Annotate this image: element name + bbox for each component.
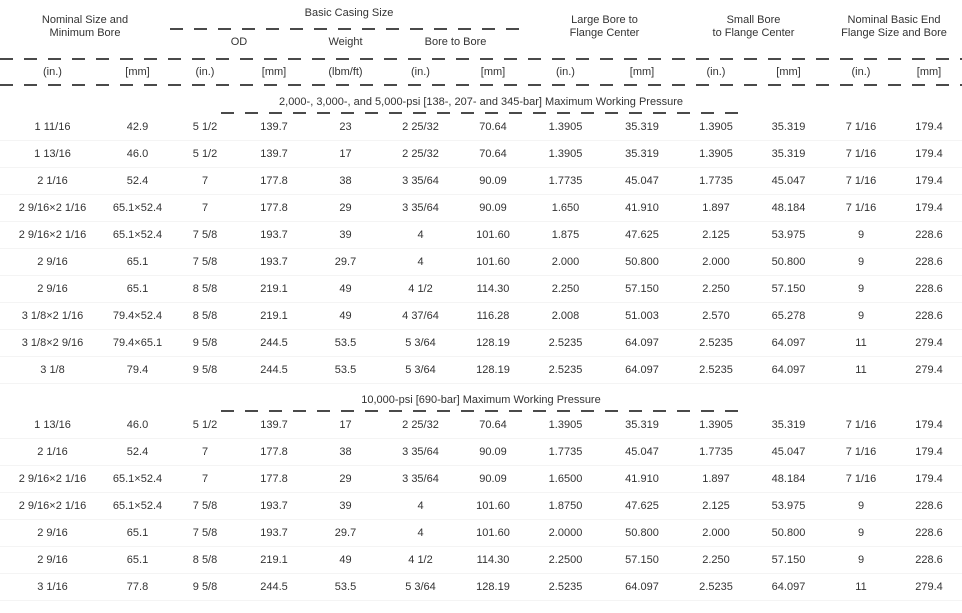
table-cell: 228.6 bbox=[915, 256, 943, 268]
table-cell: 244.5 bbox=[260, 337, 288, 349]
table-cell: 79.4 bbox=[126, 364, 149, 376]
table-cell: 114.30 bbox=[476, 554, 510, 566]
table-cell: 8 5/8 bbox=[192, 310, 218, 322]
table-cell: 9 bbox=[857, 229, 865, 241]
table-cell: 65.1×52.4 bbox=[112, 202, 163, 214]
table-cell: 2.000 bbox=[702, 256, 730, 268]
table-cell: 2 9/16×2 1/16 bbox=[18, 473, 87, 485]
unit-label: [mm] bbox=[261, 66, 287, 78]
table-cell: 65.1 bbox=[126, 554, 149, 566]
table-cell: 2.250 bbox=[702, 554, 730, 566]
table-cell: 7 1/16 bbox=[845, 419, 877, 431]
table-cell: 90.09 bbox=[479, 473, 507, 485]
table-cell: 179.4 bbox=[915, 148, 943, 160]
table-row bbox=[0, 547, 962, 574]
table-cell: 49 bbox=[339, 554, 352, 566]
table-cell: 90.09 bbox=[479, 446, 507, 458]
table-cell: 9 5/8 bbox=[192, 581, 218, 593]
unit-label: (in.) bbox=[851, 66, 871, 78]
table-cell: 70.64 bbox=[479, 121, 507, 133]
table-cell: 50.800 bbox=[625, 256, 659, 268]
table-row bbox=[0, 357, 962, 384]
table-cell: 2.5235 bbox=[548, 364, 583, 376]
basic-casing-subheaders bbox=[170, 36, 528, 48]
table-cell: 2.000 bbox=[551, 256, 580, 268]
table-cell: 2 9/16 bbox=[37, 256, 68, 268]
col-group-nominal-line2: Minimum Bore bbox=[49, 27, 121, 39]
col-group-nominal bbox=[0, 5, 170, 40]
table-cell: 17 bbox=[339, 419, 352, 431]
col-group-large-bore-line2: Flange Center bbox=[569, 27, 640, 39]
table-cell: 7 5/8 bbox=[192, 229, 218, 241]
table-cell: 48.184 bbox=[771, 473, 806, 485]
table-cell: 7 1/16 bbox=[845, 473, 877, 485]
table-cell: 2 1/16 bbox=[37, 175, 68, 187]
table-cell: 64.097 bbox=[771, 581, 806, 593]
table-cell: 128.19 bbox=[476, 337, 510, 349]
table-cell: 51.003 bbox=[625, 310, 659, 322]
table-cell: 3 35/64 bbox=[402, 175, 439, 187]
table-cell: 1 11/16 bbox=[34, 121, 71, 133]
table-cell: 29.7 bbox=[334, 256, 357, 268]
table-cell: 7 1/16 bbox=[845, 446, 877, 458]
table-cell: 3 35/64 bbox=[402, 473, 439, 485]
table-cell: 53.5 bbox=[334, 581, 357, 593]
table-cell: 35.319 bbox=[625, 121, 659, 133]
table-cell: 35.319 bbox=[625, 148, 659, 160]
table-cell: 79.4×52.4 bbox=[112, 310, 163, 322]
table-cell: 2.250 bbox=[702, 283, 730, 295]
table-cell: 4 bbox=[417, 500, 424, 512]
table-cell: 65.1 bbox=[126, 256, 149, 268]
table-cell: 29.7 bbox=[334, 527, 357, 539]
table-cell: 193.7 bbox=[260, 229, 288, 241]
table-cell: 1.3905 bbox=[548, 419, 583, 431]
table-cell: 9 5/8 bbox=[192, 364, 218, 376]
basic-casing-title: Basic Casing Size bbox=[304, 7, 394, 19]
table-cell: 41.910 bbox=[625, 473, 659, 485]
col-group-flange bbox=[826, 5, 962, 40]
table-cell: 65.1 bbox=[126, 527, 149, 539]
table-cell: 2 9/16×2 1/16 bbox=[18, 500, 87, 512]
table-cell: 35.319 bbox=[771, 121, 806, 133]
table-cell: 3 1/8 bbox=[40, 364, 65, 376]
table-cell: 64.097 bbox=[625, 364, 659, 376]
table-cell: 2.5235 bbox=[548, 337, 583, 349]
unit-label: (in.) bbox=[43, 66, 62, 78]
table-cell: 193.7 bbox=[260, 527, 288, 539]
table-cell: 49 bbox=[339, 283, 352, 295]
table-cell: 228.6 bbox=[915, 283, 943, 295]
table-row bbox=[0, 466, 962, 493]
table-cell: 5 1/2 bbox=[192, 148, 218, 160]
table-cell: 179.4 bbox=[915, 175, 943, 187]
table-cell: 1.7735 bbox=[548, 175, 583, 187]
table-cell: 114.30 bbox=[476, 283, 510, 295]
table-cell: 1.650 bbox=[551, 202, 580, 214]
table-cell: 228.6 bbox=[915, 229, 943, 241]
col-group-large-bore bbox=[528, 5, 681, 40]
table-cell: 5 3/64 bbox=[405, 337, 436, 349]
table-cell: 139.7 bbox=[260, 148, 288, 160]
table-cell: 1.897 bbox=[702, 202, 730, 214]
table-cell: 7 5/8 bbox=[192, 500, 218, 512]
table-cell: 1.7735 bbox=[699, 175, 733, 187]
col-header-bore-to-bore: Bore to Bore bbox=[424, 36, 487, 48]
table-cell: 1 13/16 bbox=[34, 148, 71, 160]
table-cell: 65.1×52.4 bbox=[112, 473, 163, 485]
table-cell: 279.4 bbox=[915, 364, 943, 376]
table-cell: 46.0 bbox=[126, 148, 149, 160]
table-cell: 179.4 bbox=[915, 121, 943, 133]
table-cell: 2.5235 bbox=[699, 337, 733, 349]
table-header bbox=[0, 0, 962, 86]
table-cell: 8 5/8 bbox=[192, 283, 218, 295]
table-cell: 179.4 bbox=[915, 202, 943, 214]
units-row bbox=[0, 60, 962, 84]
table-cell: 177.8 bbox=[260, 175, 288, 187]
table-cell: 79.4×65.1 bbox=[112, 337, 163, 349]
table-row bbox=[0, 520, 962, 547]
unit-label: [mm] bbox=[629, 66, 655, 78]
table-cell: 64.097 bbox=[771, 337, 806, 349]
table-cell: 4 1/2 bbox=[408, 283, 433, 295]
table-cell: 219.1 bbox=[260, 283, 288, 295]
table-cell: 39 bbox=[339, 500, 352, 512]
table-cell: 2 9/16×2 1/16 bbox=[18, 229, 87, 241]
table-cell: 53.975 bbox=[771, 229, 806, 241]
table-cell: 2 9/16 bbox=[37, 283, 68, 295]
table-cell: 90.09 bbox=[479, 175, 507, 187]
table-cell: 3 35/64 bbox=[402, 202, 439, 214]
table-cell: 2.5235 bbox=[699, 581, 733, 593]
table-cell: 57.150 bbox=[771, 283, 806, 295]
table-cell: 7 bbox=[201, 175, 209, 187]
unit-label: [mm] bbox=[916, 66, 942, 78]
table-cell: 219.1 bbox=[260, 554, 288, 566]
table-cell: 116.28 bbox=[476, 310, 510, 322]
table-cell: 2.125 bbox=[702, 229, 730, 241]
table-cell: 46.0 bbox=[126, 419, 149, 431]
table-row bbox=[0, 303, 962, 330]
table-row bbox=[0, 222, 962, 249]
table-cell: 1.8750 bbox=[548, 500, 583, 512]
table-cell: 64.097 bbox=[625, 337, 659, 349]
table-cell: 2 9/16 bbox=[37, 554, 68, 566]
table-cell: 35.319 bbox=[771, 419, 806, 431]
table-cell: 41.910 bbox=[625, 202, 659, 214]
table-cell: 4 bbox=[417, 527, 424, 539]
table-cell: 279.4 bbox=[915, 581, 943, 593]
table-cell: 35.319 bbox=[625, 419, 659, 431]
table-row bbox=[0, 276, 962, 303]
table-cell: 38 bbox=[339, 446, 352, 458]
table-cell: 39 bbox=[339, 229, 352, 241]
table-cell: 1.3905 bbox=[699, 121, 733, 133]
table-cell: 7 bbox=[201, 202, 209, 214]
table-row bbox=[0, 114, 962, 141]
table-cell: 4 bbox=[417, 256, 424, 268]
unit-label: [mm] bbox=[125, 66, 150, 78]
table-cell: 50.800 bbox=[771, 527, 806, 539]
table-cell: 2.570 bbox=[702, 310, 730, 322]
table-cell: 1.7735 bbox=[548, 446, 583, 458]
table-row bbox=[0, 412, 962, 439]
table-cell: 9 bbox=[857, 310, 865, 322]
col-group-small-bore-line1: Small Bore bbox=[726, 14, 781, 26]
table-cell: 7 bbox=[201, 473, 209, 485]
table-cell: 45.047 bbox=[771, 446, 806, 458]
table-cell: 1.3905 bbox=[548, 148, 583, 160]
table-row bbox=[0, 330, 962, 357]
table-cell: 57.150 bbox=[625, 283, 659, 295]
table-cell: 5 3/64 bbox=[405, 581, 436, 593]
table-cell: 42.9 bbox=[126, 121, 149, 133]
header-dashed-rule-bottom bbox=[0, 84, 962, 86]
table-cell: 4 37/64 bbox=[402, 310, 439, 322]
unit-label: (in.) bbox=[706, 66, 726, 78]
table-cell: 7 bbox=[201, 446, 209, 458]
table-cell: 2.125 bbox=[702, 500, 730, 512]
table-cell: 2.5235 bbox=[548, 581, 583, 593]
table-cell: 2.000 bbox=[702, 527, 730, 539]
table-cell: 2.008 bbox=[551, 310, 580, 322]
table-cell: 9 bbox=[857, 554, 865, 566]
table-cell: 77.8 bbox=[126, 581, 149, 593]
table-cell: 177.8 bbox=[260, 446, 288, 458]
table-cell: 9 bbox=[857, 500, 865, 512]
table-cell: 279.4 bbox=[915, 337, 943, 349]
table-cell: 57.150 bbox=[625, 554, 659, 566]
table-cell: 3 1/16 bbox=[37, 581, 68, 593]
table-cell: 53.975 bbox=[771, 500, 806, 512]
table-cell: 11 bbox=[855, 364, 867, 376]
table-cell: 193.7 bbox=[260, 500, 288, 512]
table-cell: 7 5/8 bbox=[192, 256, 218, 268]
table-row bbox=[0, 168, 962, 195]
table-cell: 228.6 bbox=[915, 554, 943, 566]
table-cell: 9 bbox=[857, 283, 865, 295]
table-cell: 1.897 bbox=[702, 473, 730, 485]
table-cell: 65.1×52.4 bbox=[112, 500, 163, 512]
table-cell: 228.6 bbox=[915, 500, 943, 512]
table-cell: 50.800 bbox=[625, 527, 659, 539]
unit-label: [mm] bbox=[776, 66, 801, 78]
table-cell: 64.097 bbox=[625, 581, 659, 593]
table-cell: 48.184 bbox=[771, 202, 806, 214]
table-cell: 2.2500 bbox=[548, 554, 583, 566]
table-cell: 179.4 bbox=[915, 446, 943, 458]
table-cell: 70.64 bbox=[479, 148, 507, 160]
table-cell: 29 bbox=[339, 202, 352, 214]
table-cell: 65.1 bbox=[126, 283, 149, 295]
table-cell: 52.4 bbox=[126, 446, 149, 458]
table-cell: 101.60 bbox=[476, 229, 510, 241]
table-cell: 1.875 bbox=[551, 229, 580, 241]
table-cell: 17 bbox=[339, 148, 352, 160]
table-cell: 45.047 bbox=[625, 446, 659, 458]
table-cell: 1.6500 bbox=[548, 473, 583, 485]
table-cell: 7 1/16 bbox=[845, 175, 877, 187]
table-cell: 2 25/32 bbox=[402, 148, 439, 160]
table-cell: 9 5/8 bbox=[192, 337, 218, 349]
table-cell: 53.5 bbox=[334, 364, 357, 376]
table-body bbox=[0, 95, 962, 601]
table-cell: 2.5235 bbox=[699, 364, 733, 376]
table-cell: 2 9/16×2 1/16 bbox=[18, 202, 87, 214]
table-cell: 1.3905 bbox=[548, 121, 583, 133]
col-group-flange-line2: Flange Size and Bore bbox=[841, 27, 947, 39]
table-cell: 193.7 bbox=[260, 256, 288, 268]
table-cell: 4 1/2 bbox=[408, 554, 433, 566]
table-cell: 1.3905 bbox=[699, 148, 733, 160]
table-cell: 2 9/16 bbox=[37, 527, 68, 539]
table-cell: 3 1/8×2 9/16 bbox=[21, 337, 84, 349]
table-cell: 11 bbox=[855, 581, 867, 593]
table-cell: 4 bbox=[417, 229, 424, 241]
table-cell: 5 1/2 bbox=[192, 121, 218, 133]
unit-label: [mm] bbox=[480, 66, 506, 78]
table-row bbox=[0, 493, 962, 520]
col-group-basic-casing bbox=[170, 5, 528, 48]
table-cell: 45.047 bbox=[625, 175, 659, 187]
table-cell: 1 13/16 bbox=[34, 419, 71, 431]
table-cell: 2 25/32 bbox=[402, 121, 439, 133]
table-cell: 101.60 bbox=[476, 500, 510, 512]
table-cell: 128.19 bbox=[476, 364, 510, 376]
col-header-weight: Weight bbox=[328, 36, 363, 48]
table-cell: 38 bbox=[339, 175, 352, 187]
table-row bbox=[0, 195, 962, 222]
table-cell: 5 1/2 bbox=[192, 419, 218, 431]
table-cell: 23 bbox=[339, 121, 352, 133]
table-row bbox=[0, 439, 962, 466]
table-cell: 2.0000 bbox=[548, 527, 583, 539]
table-cell: 228.6 bbox=[915, 527, 943, 539]
unit-label: (lbm/ft) bbox=[328, 66, 363, 78]
table-cell: 11 bbox=[855, 337, 867, 349]
table-cell: 1.3905 bbox=[699, 419, 733, 431]
table-cell: 7 5/8 bbox=[192, 527, 218, 539]
table-cell: 35.319 bbox=[771, 148, 806, 160]
table-cell: 45.047 bbox=[771, 175, 806, 187]
table-row bbox=[0, 249, 962, 276]
table-cell: 29 bbox=[339, 473, 352, 485]
table-cell: 101.60 bbox=[476, 527, 510, 539]
section-title: 2,000-, 3,000-, and 5,000-psi [138-, 207- and 345-bar] Maximum Working Pressure bbox=[279, 96, 683, 108]
table-cell: 128.19 bbox=[476, 581, 510, 593]
table-cell: 65.1×52.4 bbox=[112, 229, 163, 241]
table-cell: 139.7 bbox=[260, 419, 288, 431]
column-group-row bbox=[0, 5, 962, 58]
unit-label: (in.) bbox=[411, 66, 430, 78]
table-cell: 57.150 bbox=[771, 554, 806, 566]
basic-casing-dashed-rule bbox=[170, 28, 528, 30]
table-cell: 47.625 bbox=[625, 500, 659, 512]
table-cell: 139.7 bbox=[260, 121, 288, 133]
table-cell: 179.4 bbox=[915, 419, 943, 431]
table-row bbox=[0, 141, 962, 168]
table-cell: 219.1 bbox=[260, 310, 288, 322]
table-row bbox=[0, 574, 962, 601]
table-cell: 1.7735 bbox=[699, 446, 733, 458]
table-cell: 47.625 bbox=[625, 229, 659, 241]
table-cell: 179.4 bbox=[915, 473, 943, 485]
table-cell: 50.800 bbox=[771, 256, 806, 268]
table-cell: 65.278 bbox=[771, 310, 806, 322]
section-title: 10,000-psi [690-bar] Maximum Working Pressure bbox=[361, 394, 601, 406]
col-group-nominal-line1: Nominal Size and bbox=[41, 14, 129, 26]
table-cell: 7 1/16 bbox=[845, 202, 877, 214]
table-cell: 3 1/8×2 1/16 bbox=[21, 310, 84, 322]
unit-label: (in.) bbox=[195, 66, 215, 78]
table-cell: 7 1/16 bbox=[845, 148, 877, 160]
col-group-flange-line1: Nominal Basic End bbox=[847, 14, 941, 26]
col-group-small-bore bbox=[681, 5, 826, 40]
table-cell: 2 25/32 bbox=[402, 419, 439, 431]
col-group-large-bore-line1: Large Bore to bbox=[571, 14, 638, 26]
col-header-od: OD bbox=[230, 36, 248, 48]
table-cell: 177.8 bbox=[260, 473, 288, 485]
table-cell: 90.09 bbox=[479, 202, 507, 214]
table-cell: 101.60 bbox=[476, 256, 510, 268]
unit-label: (in.) bbox=[556, 66, 575, 78]
table-cell: 52.4 bbox=[126, 175, 149, 187]
col-group-small-bore-line2: to Flange Center bbox=[712, 27, 795, 39]
table-cell: 9 bbox=[857, 256, 865, 268]
table-cell: 244.5 bbox=[260, 364, 288, 376]
table-cell: 7 1/16 bbox=[845, 121, 877, 133]
table-cell: 244.5 bbox=[260, 581, 288, 593]
table-cell: 177.8 bbox=[260, 202, 288, 214]
table-cell: 70.64 bbox=[479, 419, 507, 431]
table-cell: 2 1/16 bbox=[37, 446, 68, 458]
table-cell: 8 5/8 bbox=[192, 554, 218, 566]
table-cell: 49 bbox=[339, 310, 352, 322]
table-cell: 53.5 bbox=[334, 337, 357, 349]
table-cell: 3 35/64 bbox=[402, 446, 439, 458]
table-cell: 5 3/64 bbox=[405, 364, 436, 376]
table-cell: 9 bbox=[857, 527, 865, 539]
table-cell: 64.097 bbox=[771, 364, 806, 376]
table-cell: 2.250 bbox=[551, 283, 580, 295]
table-cell: 228.6 bbox=[915, 310, 943, 322]
